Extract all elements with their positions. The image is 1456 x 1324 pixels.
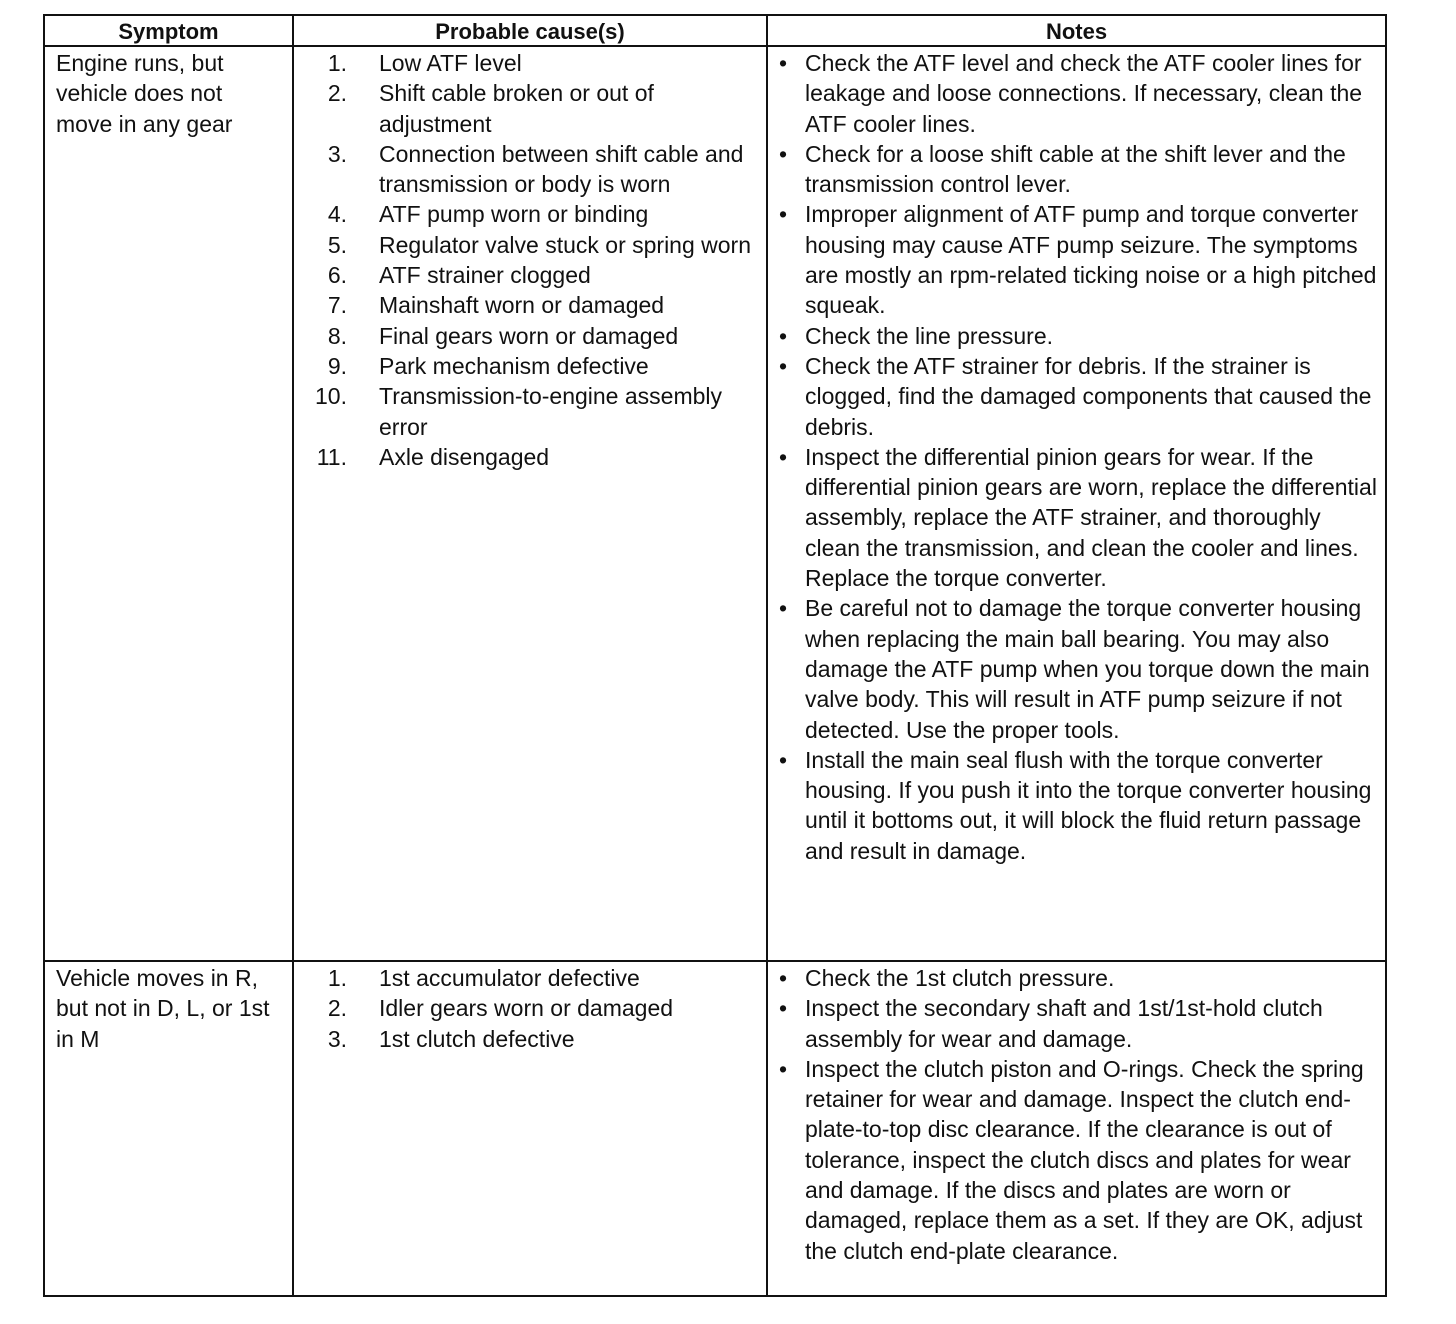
header-notes: Notes xyxy=(1045,19,1108,44)
note-text: Inspect the clutch piston and O-rings. Check the spring retainer for wear and damage. Inspect the clutch end-plate-to-top disc clearance. If the clearance is out of tolerance, inspect the clutch discs and plates for wear and damage. If the discs and plates are worn or damaged, replace them as a set. If they are OK, adjust the clutch end-plate clearance. xyxy=(805,1055,1364,1264)
bullet-icon: • xyxy=(779,995,788,1022)
note-item xyxy=(779,745,1377,866)
note-text: Check the ATF strainer for debris. If the strainer is clogged, find the damaged components that caused the debris. xyxy=(805,352,1372,440)
note-text: Check the ATF level and check the ATF cooler lines for leakage and loose connections. If necessary, clean the ATF cooler lines. xyxy=(805,50,1363,137)
bullet-icon: • xyxy=(779,443,788,470)
cause-item xyxy=(294,993,760,1023)
cause-item xyxy=(294,1024,760,1054)
bullet-icon: • xyxy=(779,1055,788,1082)
cause-item xyxy=(294,381,760,442)
note-text: Check the 1st clutch pressure. xyxy=(805,965,1115,991)
note-item xyxy=(779,351,1377,442)
note-item xyxy=(779,139,1377,200)
cause-number: 2. xyxy=(327,80,347,107)
table-header xyxy=(45,16,1385,47)
cause-text: Low ATF level xyxy=(379,50,522,76)
notes-cell xyxy=(768,47,1385,960)
troubleshooting-table xyxy=(43,14,1387,1297)
note-item xyxy=(779,963,1377,993)
cause-item xyxy=(294,230,760,260)
cause-number: 9. xyxy=(327,352,347,379)
cause-item xyxy=(294,963,760,993)
cause-number: 1. xyxy=(327,50,347,76)
cause-item xyxy=(294,139,760,200)
note-text: Be careful not to damage the torque converter housing when replacing the main ball bearing. You may also damage the ATF pump when you torque down the main valve body. This will result in ATF pump seizure if not detected. Use the proper tools. xyxy=(805,595,1370,743)
note-item xyxy=(779,993,1377,1054)
bullet-icon: • xyxy=(779,352,788,379)
cause-item xyxy=(294,78,760,139)
bullet-icon: • xyxy=(779,746,788,773)
cause-text: ATF strainer clogged xyxy=(379,262,591,289)
symptom-text: Vehicle moves in R, but not in D, L, or 1st in M xyxy=(56,965,270,1052)
cause-text: Idler gears worn or damaged xyxy=(379,995,674,1022)
cause-number: 2. xyxy=(327,995,347,1022)
cause-text: Park mechanism defective xyxy=(379,352,649,379)
cause-item xyxy=(294,321,760,351)
notes-list xyxy=(768,47,1385,866)
cause-number: 4. xyxy=(327,201,347,228)
cause-cell xyxy=(294,47,768,960)
bullet-icon: • xyxy=(779,322,788,349)
cause-text: Transmission-to-engine assembly error xyxy=(379,383,723,440)
symptom-cell xyxy=(45,47,294,960)
cause-item xyxy=(294,199,760,229)
note-item xyxy=(779,442,1377,593)
cause-number: 10. xyxy=(315,383,347,410)
note-item xyxy=(779,199,1377,320)
cause-text: ATF pump worn or binding xyxy=(379,201,649,228)
bullet-icon: • xyxy=(779,595,788,622)
cause-number: 7. xyxy=(327,292,347,319)
cause-number: 6. xyxy=(327,262,347,289)
symptom-text: Engine runs, but vehicle does not move in any gear xyxy=(56,50,233,137)
cause-text: Axle disengaged xyxy=(379,443,550,470)
cause-number: 3. xyxy=(327,140,347,167)
cause-text: 1st clutch defective xyxy=(379,1025,575,1052)
note-text: Install the main seal flush with the torque converter housing. If you push it into the torque converter housing until it bottoms out, it will block the fluid return passage and result in damage. xyxy=(805,746,1372,864)
bullet-icon: • xyxy=(779,50,788,76)
cause-text: Regulator valve stuck or spring worn xyxy=(379,231,751,258)
note-text: Inspect the secondary shaft and 1st/1st-hold clutch assembly for wear and damage. xyxy=(805,995,1323,1052)
cause-list xyxy=(294,47,766,472)
note-text: Check for a loose shift cable at the shift lever and the transmission control lever. xyxy=(805,140,1346,198)
cause-text: 1st accumulator defective xyxy=(379,965,640,991)
note-item xyxy=(779,593,1377,744)
cause-item xyxy=(294,351,760,381)
bullet-icon: • xyxy=(779,965,788,991)
notes-cell xyxy=(768,962,1385,1295)
cause-item xyxy=(294,442,760,472)
note-item xyxy=(779,321,1377,351)
note-item xyxy=(779,1054,1377,1266)
cause-list xyxy=(294,962,766,1054)
bullet-icon: • xyxy=(779,201,788,228)
cause-text: Mainshaft worn or damaged xyxy=(379,292,665,319)
cause-cell xyxy=(294,962,768,1295)
symptom-cell xyxy=(45,962,294,1295)
cause-item xyxy=(294,48,760,78)
note-item xyxy=(779,48,1377,139)
note-text: Improper alignment of ATF pump and torque converter housing may cause ATF pump seizure. The symptoms are mostly an rpm-related ticking noise or a high pitched squeak. xyxy=(805,201,1377,319)
cause-number: 3. xyxy=(327,1025,347,1052)
cause-text: Connection between shift cable and transmission or body is worn xyxy=(379,140,744,198)
cause-number: 5. xyxy=(327,231,347,258)
cause-number: 11. xyxy=(316,443,347,470)
cause-number: 8. xyxy=(327,322,347,349)
header-probable-causes: Probable cause(s) xyxy=(294,16,768,45)
cause-number: 1. xyxy=(327,965,347,991)
cause-item xyxy=(294,290,760,320)
table-row xyxy=(45,962,1385,1295)
notes-list xyxy=(768,962,1385,1266)
bullet-icon: • xyxy=(779,140,788,167)
note-text: Check the line pressure. xyxy=(805,322,1054,349)
cause-item xyxy=(294,260,760,290)
header-symptom: Symptom xyxy=(45,16,294,45)
note-text: Inspect the differential pinion gears for wear. If the differential pinion gears are worn, replace the differential assembly, replace the ATF strainer, and thoroughly clean the transmission, and clean the cooler and lines. Replace the torque converter. xyxy=(805,443,1377,592)
cause-text: Shift cable broken or out of adjustment xyxy=(379,80,654,137)
cause-text: Final gears worn or damaged xyxy=(379,322,679,349)
table-row xyxy=(45,47,1385,962)
